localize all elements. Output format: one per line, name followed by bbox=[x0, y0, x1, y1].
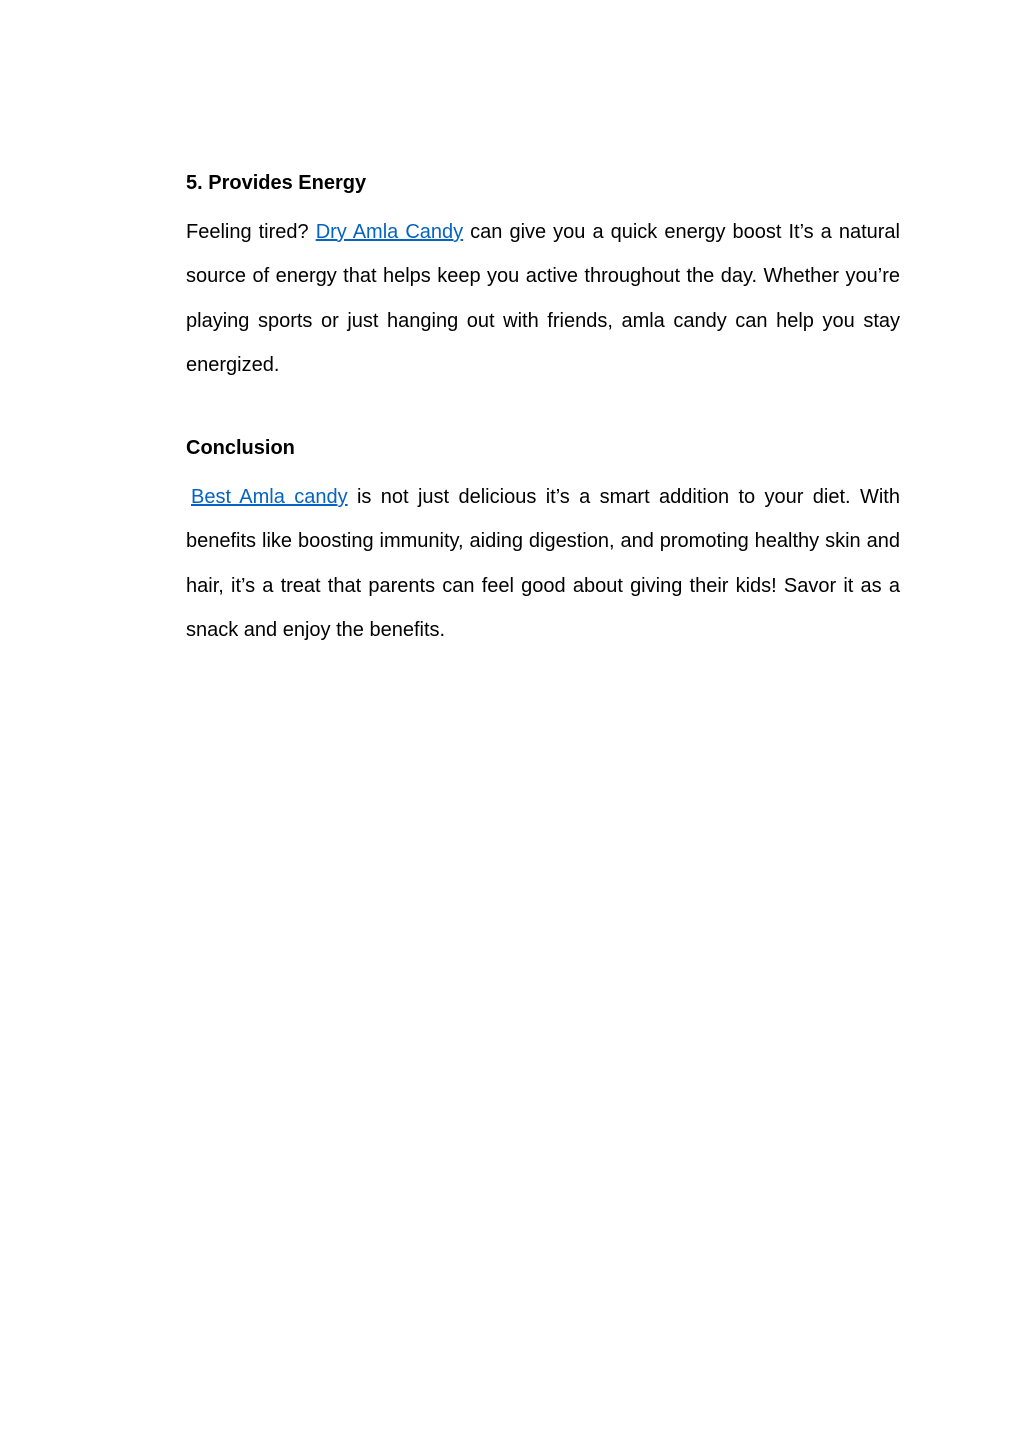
paragraph-conclusion bbox=[186, 475, 900, 652]
paragraph-text-rest: can give you a quick energy boost It’s a natural source of energy that helps keep you active throughout the day. Whether you’re playing sports or just hanging out with friends, amla candy can help you stay energized. bbox=[186, 221, 900, 376]
paragraph-text-start: Feeling tired? bbox=[186, 221, 316, 243]
section-heading-conclusion: Conclusion bbox=[186, 437, 295, 460]
paragraph-text-rest: is not just delicious it’s a smart addition to your diet. With benefits like boosting immunity, aiding digestion, and promoting healthy skin and hair, it’s a treat that parents can feel good about giving their kids! Savor it as a snack and enjoy the benefits. bbox=[186, 486, 900, 642]
paragraph-provides-energy bbox=[186, 210, 900, 387]
paragraph-spacer bbox=[186, 387, 900, 431]
dry-amla-candy-link[interactable]: Dry Amla Candy bbox=[315, 221, 464, 243]
document-body bbox=[186, 166, 900, 652]
best-amla-candy-link[interactable]: Best Amla candy bbox=[191, 486, 348, 509]
section-heading-provides-energy: 5. Provides Energy bbox=[186, 172, 367, 194]
